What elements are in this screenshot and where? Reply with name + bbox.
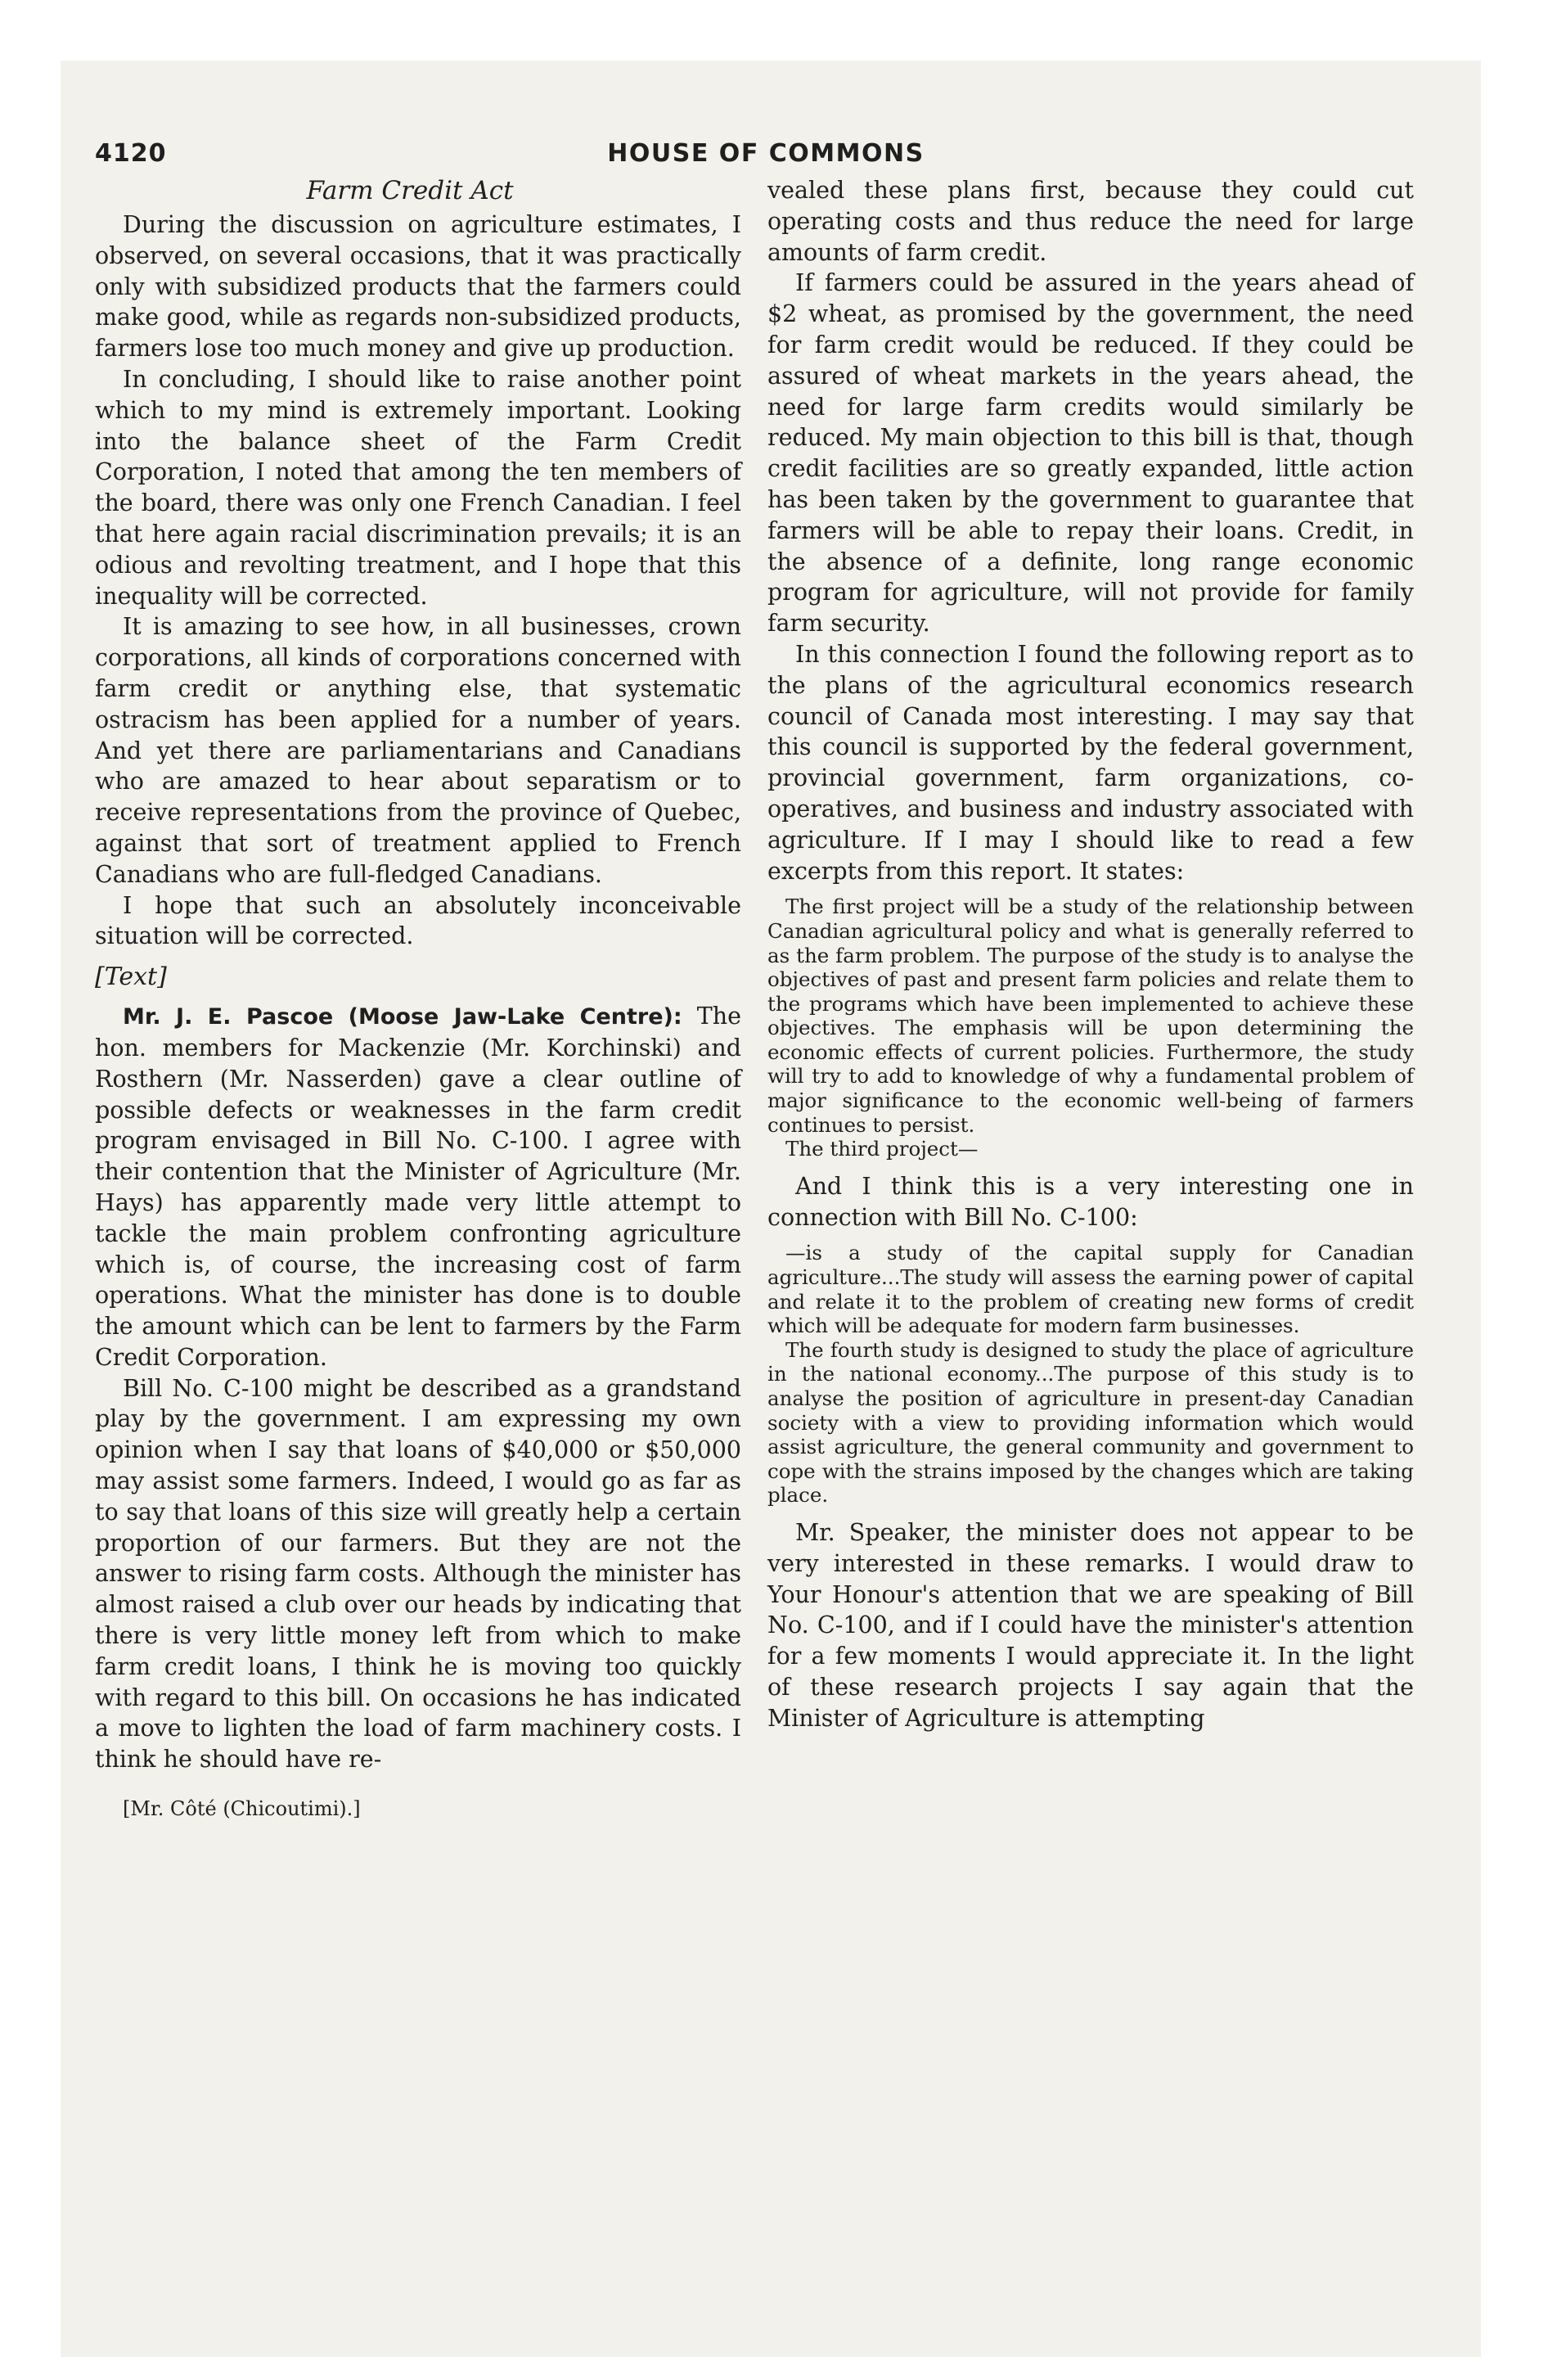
left-column [95, 175, 741, 1821]
paragraph: In this connection I found the following report as to the plans of the agricultural economics research council of Canada most interesting. I may say that this council is supported by the federal government, provincial government, farm organizations, co-operatives, and business and industry associated with agriculture. If I may I should like to read a few excerpts from this report. It states: [767, 640, 1414, 885]
paragraph-continued: vealed these plans first, because they could cut operating costs and thus reduce the need for large amounts of farm credit. [767, 177, 1414, 266]
language-tag: [Text] [95, 962, 167, 992]
paragraph: During the discussion on agriculture estimates, I observed, on several occasions, that it was practically only with subsidized products that the farmers could make good, while as regards non-subsidized products, farmers lose too much money and give up production. [95, 211, 741, 363]
speech-text: The hon. members for Mackenzie (Mr. Korchinski) and Rosthern (Mr. Nasserden) gave a clear outline of possible defects or weaknesses in the farm credit program envisaged in Bill No. C-100. I agree with their contention that the Minister of Agriculture (Mr. Hays) has apparently made very little attempt to tackle the main problem confronting agriculture which is, of course, the increasing cost of farm operations. What the minister has done is to double the amount which can be lent to farmers by the Farm Credit Corporation. [95, 1003, 741, 1371]
paragraph: Mr. Speaker, the minister does not appear to be very interested in these remarks. I would draw to Your Honour's attention that we are speaking of Bill No. C-100, and if I could have the minister's attention for a few moments I would appreciate it. In the light of these research projects I say again that the Minister of Agriculture is attempting [767, 1518, 1414, 1732]
paragraph: I hope that such an absolutely inconceivable situation will be corrected. [95, 891, 741, 950]
block-quote: The fourth study is designed to study the place of agriculture in the national economy...The purpose of this study is to analyse the position of agriculture in present-day Canadian society with a view to providing information which would assist agriculture, the general community and government to cope with the strains imposed by the changes which are taking place. [767, 1337, 1414, 1508]
block-quote: The third project— [785, 1137, 979, 1161]
paragraph: Bill No. C-100 might be described as a grandstand play by the government. I am expressing my own opinion when I say that loans of $40,000 or $50,000 may assist some farmers. Indeed, I would go as far as to say that loans of this size will greatly help a certain proportion of our farmers. But they are not the answer to rising farm costs. Although the minister has almost raised a club over our heads by indicating that there is very little money left from which to make farm credit loans, I think he is moving too quickly with regard to this bill. On occasions he has indicated a move to lighten the load of farm machinery costs. I think he should have re- [95, 1374, 741, 1774]
paragraph: It is amazing to see how, in all businesses, crown corporations, all kinds of corporations concerned with farm credit or anything else, that systematic ostracism has been applied for a number of years. And yet there are parliamentarians and Canadians who are amazed to hear about separatism or to receive representations from the province of Quebec, against that sort of treatment applied to French Canadians who are full-fledged Canadians. [95, 613, 741, 888]
speaker-footnote: [Mr. Côté (Chicoutimi).] [123, 1797, 361, 1821]
running-header [95, 139, 1437, 175]
page-number: 4120 [95, 139, 167, 168]
speaker-name: Mr. J. E. Pascoe (Moose Jaw-Lake Centre): [123, 1004, 682, 1030]
paragraph: In concluding, I should like to raise another point which to my mind is extremely important. Looking into the balance sheet of the Farm Credit Corporation, I noted that among the ten members of the board, there was only one French Canadian. I feel that here again racial discrimination prevails; it is an odious and revolting treatment, and I hope that this inequality will be corrected. [95, 365, 741, 610]
block-quote: —is a study of the capital supply for Canadian agriculture...The study will assess the earning power of capital and relate it to the problem of creating new forms of credit which will be adequate for modern farm businesses. [767, 1241, 1414, 1338]
chamber-title: HOUSE OF COMMONS [607, 139, 925, 168]
paragraph: And I think this is a very interesting one in connection with Bill No. C-100: [767, 1172, 1414, 1231]
act-title: Farm Credit Act [306, 176, 514, 205]
hansard-page [95, 139, 1437, 1821]
right-column [767, 175, 1414, 1734]
block-quote: The first project will be a study of the relationship between Canadian agricultural policy and what is generally referred to as the farm problem. The purpose of the study is to analyse the objectives of past and present farm policies and relate them to the programs which have been implemented to achieve these objectives. The emphasis will be upon determining the economic effects of current policies. Furthermore, the study will try to add to knowledge of why a fundamental problem of major significance to the economic well-being of farmers continues to persist. [767, 895, 1414, 1137]
speech-paragraph [95, 1001, 741, 1373]
paragraph: If farmers could be assured in the years ahead of $2 wheat, as promised by the government, the need for farm credit would be reduced. If they could be assured of wheat markets in the years ahead, the need for large farm credits would similarly be reduced. My main objection to this bill is that, though credit facilities are so greatly expanded, little action has been taken by the government to guarantee that farmers will be able to repay their loans. Credit, in the absence of a definite, long range economic program for agriculture, will not provide for family farm security. [767, 269, 1414, 638]
